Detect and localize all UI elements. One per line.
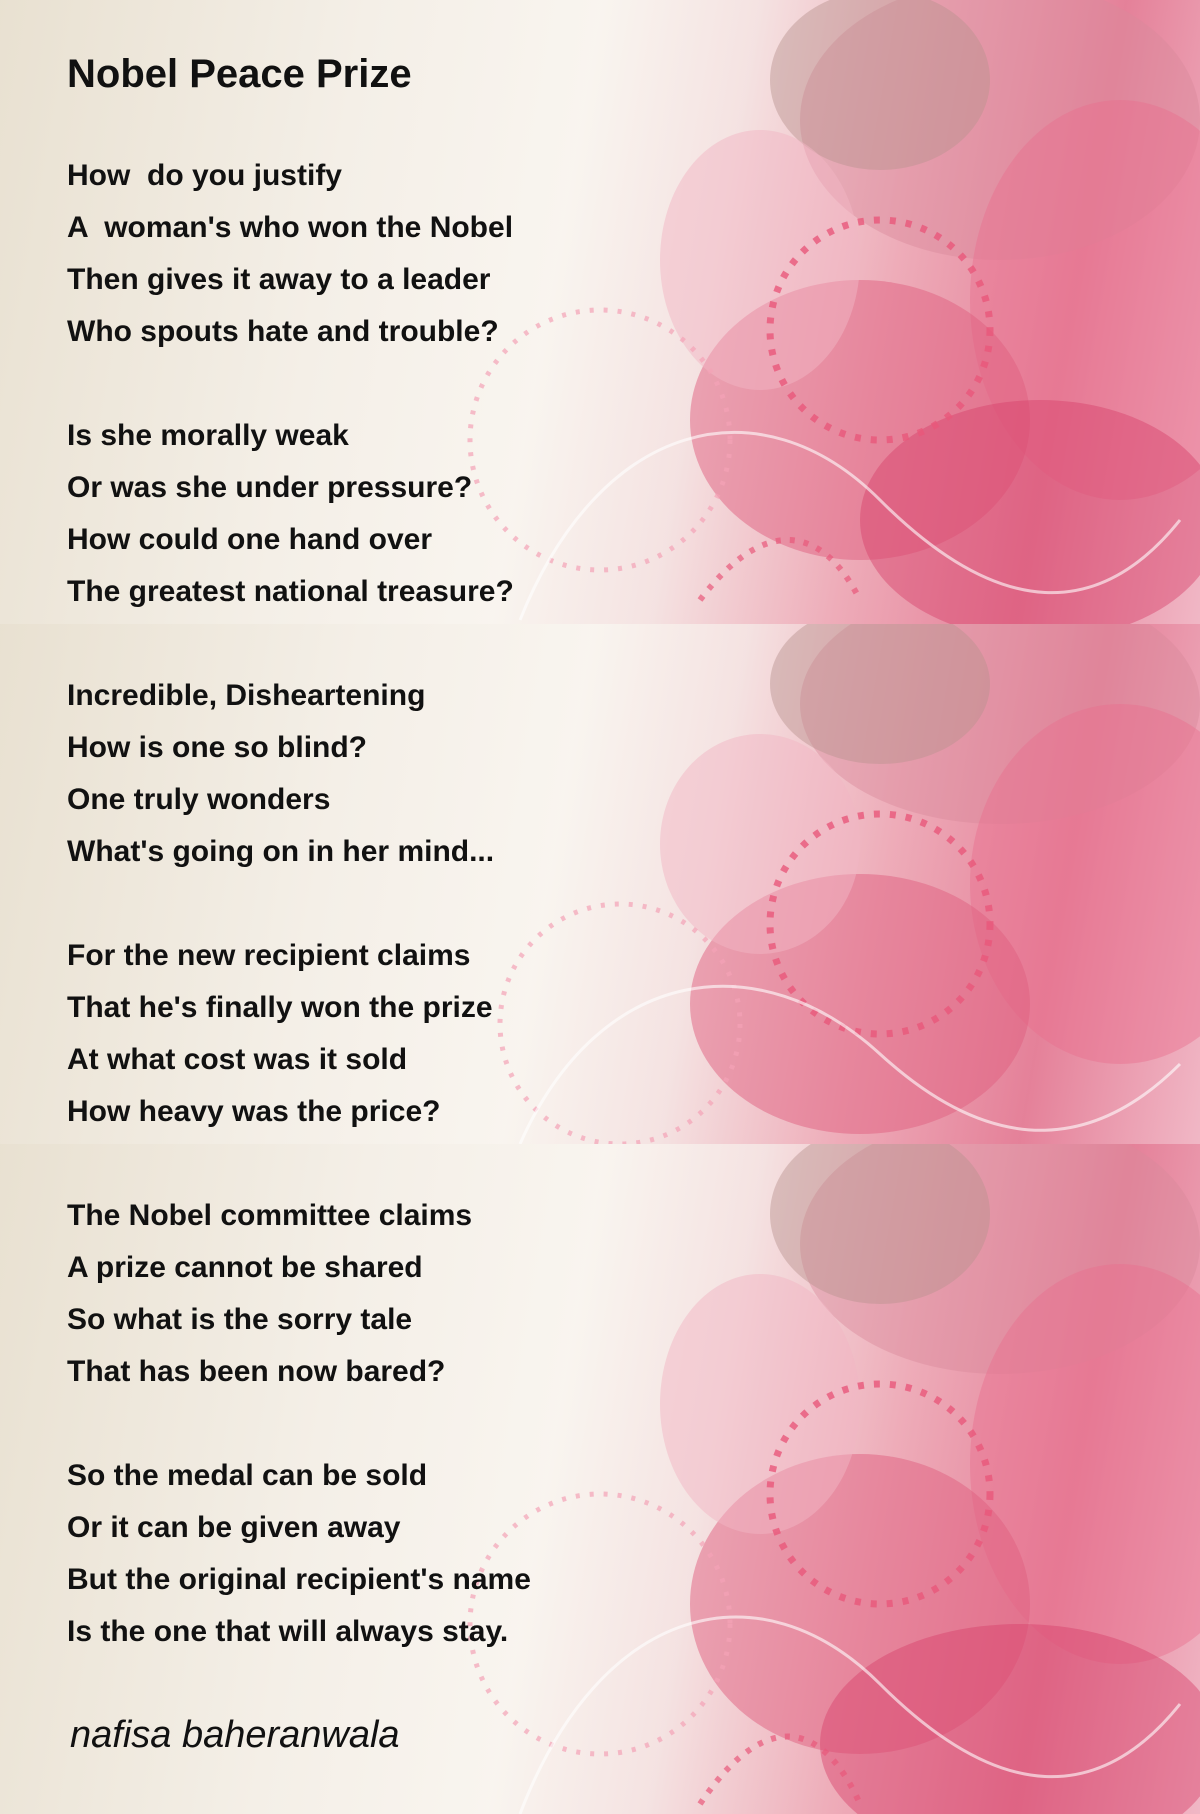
stanza <box>67 930 493 1138</box>
poem-line: Incredible, Disheartening <box>67 679 426 712</box>
poem-line: How could one hand over <box>67 523 433 556</box>
poem-line: A prize cannot be shared <box>67 1251 423 1284</box>
poem-title: Nobel Peace Prize <box>67 52 412 96</box>
poem-line: What's going on in her mind... <box>67 835 495 868</box>
poem-line: Who spouts hate and trouble? <box>67 315 499 348</box>
poem-line: For the new recipient claims <box>67 939 471 972</box>
poem-line: The Nobel committee claims <box>67 1199 473 1232</box>
poem-line: How is one so blind? <box>67 731 367 764</box>
poem-line: The greatest national treasure? <box>67 575 514 608</box>
poem-line: But the original recipient's name <box>67 1563 531 1596</box>
poem-line: How heavy was the price? <box>67 1095 441 1128</box>
poem-line: Is the one that will always stay. <box>67 1615 509 1648</box>
poem-line: Then gives it away to a leader <box>67 263 491 296</box>
poem-line: That has been now bared? <box>67 1355 446 1388</box>
poem-line: Or was she under pressure? <box>67 471 473 504</box>
stanza <box>67 1190 472 1398</box>
poem-line: So the medal can be sold <box>67 1459 428 1492</box>
poem-line: At what cost was it sold <box>67 1043 408 1076</box>
poem-line: So what is the sorry tale <box>67 1303 413 1336</box>
author-name: nafisa baheranwala <box>70 1714 400 1756</box>
poem-line: Or it can be given away <box>67 1511 401 1544</box>
poem-line: Is she morally weak <box>67 419 349 452</box>
stanza <box>67 670 494 878</box>
stanza <box>67 1450 531 1658</box>
stanza <box>67 410 514 618</box>
stanza <box>67 150 513 358</box>
poem-line: A woman's who won the Nobel <box>67 211 514 244</box>
poem-line: How do you justify <box>67 159 342 192</box>
poem-line: One truly wonders <box>67 783 331 816</box>
poem-line: That he's finally won the prize <box>67 991 493 1024</box>
